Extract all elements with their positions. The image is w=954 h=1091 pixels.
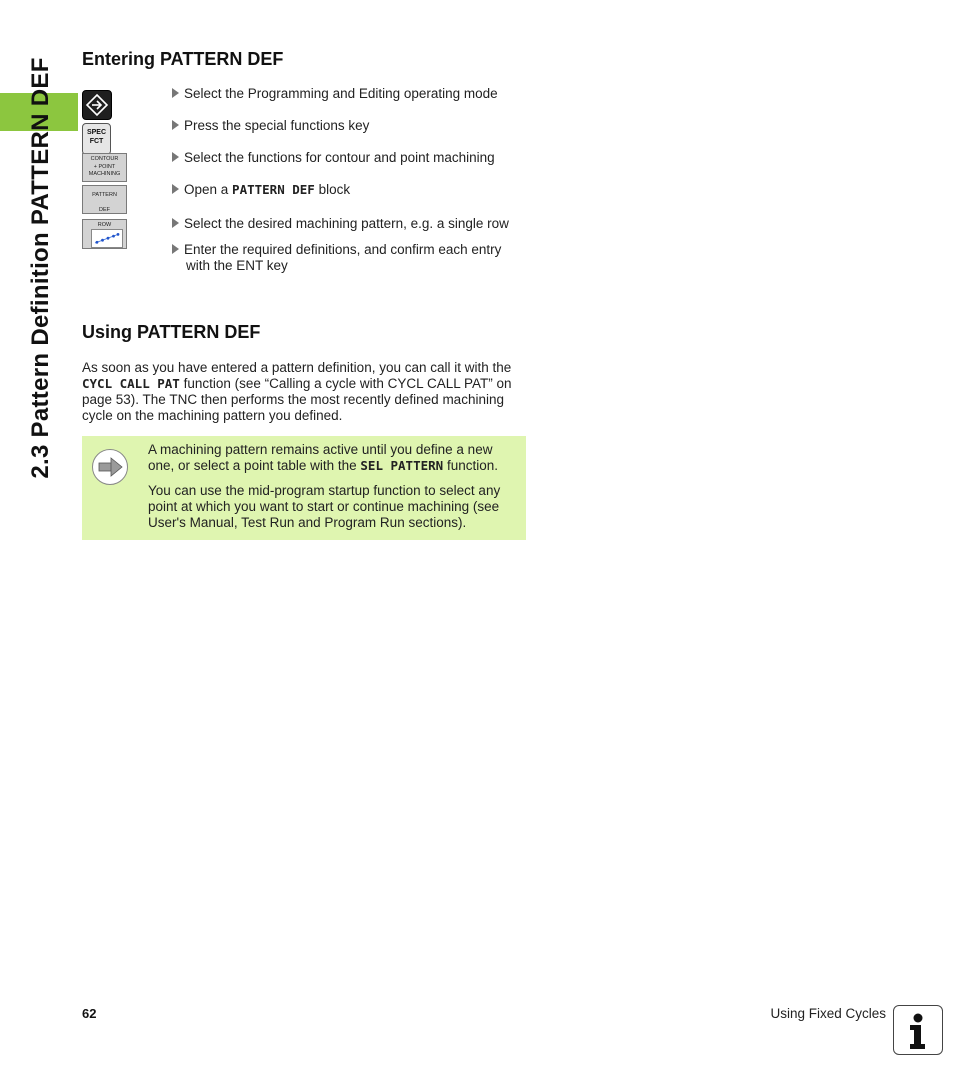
note-text (148, 442, 522, 540)
step-item (172, 242, 501, 274)
row-pattern-icon (91, 229, 123, 248)
contour-softkey-label-1: CONTOUR (90, 156, 119, 162)
note-box (82, 436, 526, 540)
note-paragraph-1 (148, 442, 522, 474)
info-icon (893, 1005, 943, 1055)
contour-point-machining-softkey (82, 153, 127, 182)
step-text-continued: with the ENT key (186, 258, 288, 273)
step-arrow-icon (172, 218, 179, 228)
step-arrow-icon (172, 184, 179, 194)
note-paragraph-2: You can use the mid-program startup function to select any point at which you want to start or continue machining (see User's Manual, Test Run and Program Run sections). (148, 483, 501, 530)
section-heading-entering: Entering PATTERN DEF (82, 49, 284, 69)
contour-softkey-label-3: MACHINING (88, 171, 121, 177)
step-item (172, 150, 495, 166)
step-code: PATTERN DEF (232, 182, 315, 197)
note-code: SEL PATTERN (360, 458, 444, 473)
spec-fct-key-label-2: FCT (89, 138, 104, 145)
step-text: Select the functions for contour and point machining (184, 150, 495, 165)
step-text: Enter the required definitions, and confirm each entry (184, 242, 502, 257)
footer-title: Using Fixed Cycles (770, 1006, 886, 1021)
pattern-def-softkey (82, 185, 127, 214)
step-arrow-icon (172, 120, 179, 130)
step-text: Press the special functions key (184, 118, 370, 133)
paragraph-text-pre: As soon as you have entered a pattern definition, you can call it with the (82, 360, 512, 375)
step-arrow-icon (172, 152, 179, 162)
chapter-side-title: 2.3 Pattern Definition PATTERN DEF (27, 57, 54, 479)
step-text: Select the Programming and Editing operating mode (184, 86, 498, 101)
section-heading-using: Using PATTERN DEF (82, 322, 261, 342)
note-text-post: function. (443, 458, 498, 473)
pattern-softkey-label-2: DEF (99, 207, 110, 213)
row-softkey (82, 219, 127, 249)
page-number: 62 (82, 1006, 97, 1021)
spec-fct-key-label-1: SPEC (86, 129, 107, 136)
arrow-right-icon (92, 449, 128, 485)
row-softkey-label: ROW (97, 222, 112, 228)
step-text-post: block (314, 182, 351, 197)
programming-mode-key-icon (82, 90, 112, 120)
body-paragraph (82, 360, 527, 424)
step-arrow-icon (172, 88, 179, 98)
step-text-pre: Open a (184, 182, 233, 197)
step-item (172, 216, 509, 232)
note-text-pre: A machining pattern remains active until you define a new one, or select a point table with the (148, 442, 493, 473)
step-item (172, 182, 350, 198)
contour-softkey-label-2: + POINT (93, 163, 116, 170)
pattern-softkey-label-1: PATTERN (92, 192, 117, 198)
step-text: Select the desired machining pattern, e.g. a single row (184, 216, 509, 231)
step-arrow-icon (172, 244, 179, 254)
paragraph-text-post: function (see “Calling a cycle with CYCL CALL PAT” on page 53). The TNC then performs the most recently defined machining cycle on the machining pattern you defined. (82, 376, 512, 423)
paragraph-code: CYCL CALL PAT (82, 376, 180, 391)
spec-fct-key (82, 123, 111, 155)
step-item (172, 86, 498, 102)
step-item (172, 118, 369, 134)
